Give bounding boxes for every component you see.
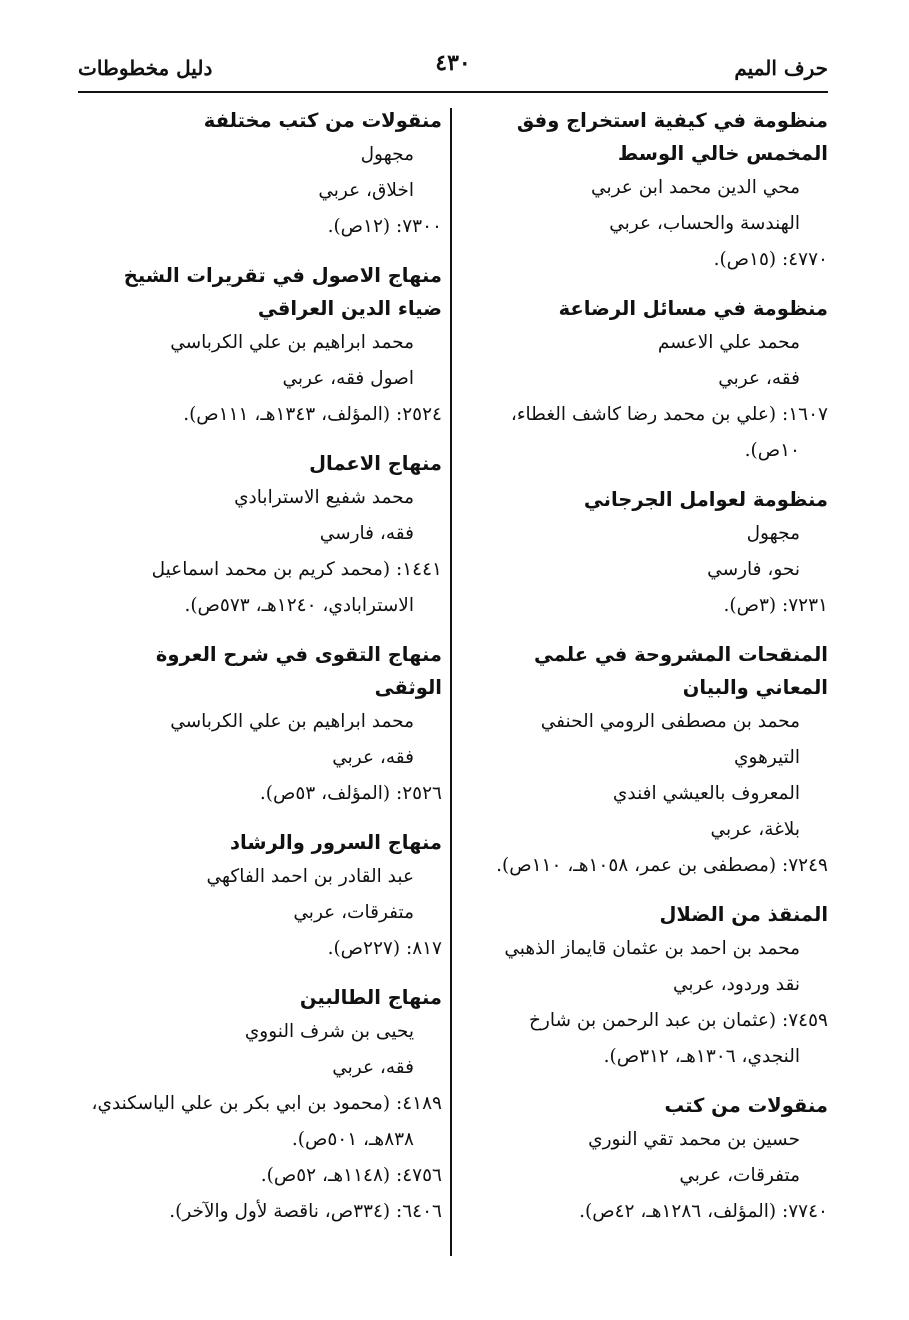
entry-subject: الهندسة والحساب، عربي (609, 213, 800, 234)
entry-reference: ٢٥٢٤: (المؤلف، ١٣٤٣هـ، ١١١ص). (183, 404, 442, 425)
entry-title: المنقذ من الضلال (659, 903, 828, 926)
entry-author: حسين بن محمد تقي النوري (588, 1129, 800, 1150)
entry-subject: فقه، عربي (332, 747, 414, 768)
entry-subject: متفرقات، عربي (679, 1165, 800, 1186)
entry-reference: ٨١٧: (٢٢٧ص). (327, 938, 442, 959)
entry-author: محمد بن مصطفى الرومي الحنفي التيرهوي (540, 711, 800, 768)
catalog-entry (483, 483, 828, 624)
entry-author: عبد القادر بن احمد الفاكهي (206, 866, 414, 887)
entry-title: منظومة لعوامل الجرجاني (583, 488, 828, 511)
catalog-entry (82, 826, 442, 967)
catalog-entry (82, 259, 442, 433)
catalog-entry (483, 1089, 828, 1230)
entry-subject: نحو، فارسي (707, 559, 800, 580)
entry-reference: ٤٧٧٠: (١٥ص). (713, 249, 828, 270)
entry-author-cont: المعروف بالعيشي افندي (612, 783, 800, 804)
entry-subject: اصول فقه، عربي (282, 368, 414, 389)
entry-reference-cont: النجدي، ١٣٠٦هـ، ٣١٢ص). (603, 1046, 800, 1067)
entry-subject: متفرقات، عربي (293, 902, 414, 923)
catalog-entry (483, 898, 828, 1075)
page-header (78, 48, 828, 88)
header-rule (78, 91, 828, 93)
right-column (483, 104, 828, 1244)
entry-author: محمد شفيع الاسترابادي (234, 487, 414, 508)
catalog-entry (82, 981, 442, 1230)
entry-reference: ٧٢٤٩: (مصطفى بن عمر، ١٠٥٨هـ، ١١٠ص). (496, 855, 828, 876)
entry-title: منهاج التقوى في شرح العروة الوثقى (155, 643, 442, 699)
catalog-entry (483, 292, 828, 469)
entry-reference-cont: ٨٣٨هـ، ٥٠١ص). (291, 1129, 414, 1150)
entry-author: محمد ابراهيم بن علي الكرباسي (170, 711, 414, 732)
entry-author: يحيى بن شرف النووي (244, 1021, 414, 1042)
entry-subject: اخلاق، عربي (318, 180, 414, 201)
entry-reference: ١٤٤١: (محمد كريم بن محمد اسماعيل (151, 559, 442, 580)
entry-reference: ٧٧٤٠: (المؤلف، ١٢٨٦هـ، ٤٢ص). (579, 1201, 828, 1222)
entry-title: منقولات من كتب (664, 1094, 828, 1117)
entry-title: منهاج السرور والرشاد (230, 831, 442, 854)
entry-reference: ٧٤٥٩: (عثمان بن عبد الرحمن بن شارخ (528, 1010, 828, 1031)
entry-author: محمد علي الاعسم (657, 332, 800, 353)
entry-reference-cont: الاسترابادي، ١٢٤٠هـ، ٥٧٣ص). (184, 595, 414, 616)
catalog-entry (483, 104, 828, 278)
entry-subject: فقه، عربي (718, 368, 800, 389)
catalog-entry (82, 638, 442, 812)
book-title: دليل مخطوطات (78, 56, 213, 80)
catalog-entry (483, 638, 828, 884)
entry-title: المنقحات المشروحة في علمي المعاني والبيان (533, 643, 828, 699)
entry-reference: ٢٥٢٦: (المؤلف، ٥٣ص). (259, 783, 442, 804)
entry-author: محي الدين محمد ابن عربي (591, 177, 800, 198)
entry-subject: بلاغة، عربي (710, 819, 800, 840)
entry-subject: نقد وردود، عربي (672, 974, 800, 995)
entry-title: منظومة في كيفية استخراج وفق المخمس خالي الوسط (516, 109, 828, 165)
entry-subject: فقه، عربي (332, 1057, 414, 1078)
entry-reference: ٦٤٠٦: (٣٣٤ص، ناقصة لأول والآخر). (169, 1201, 442, 1222)
entry-author: مجهول (746, 523, 800, 544)
entry-subject: فقه، فارسي (319, 523, 414, 544)
column-divider (450, 108, 452, 1256)
catalog-entry (82, 447, 442, 624)
entry-reference: ٤٧٥٦: (١١٤٨هـ، ٥٢ص). (260, 1165, 442, 1186)
page-number: ٤٣٠ (435, 50, 471, 76)
entry-reference: ٧٣٠٠: (١٢ص). (327, 216, 442, 237)
entry-author: محمد بن احمد بن عثمان قايماز الذهبي (504, 938, 800, 959)
entry-title: منهاج الطالبين (299, 986, 442, 1009)
entry-reference: ١٦٠٧: (علي بن محمد رضا كاشف الغطاء، (510, 404, 828, 425)
entry-reference: ٧٢٣١: (٣ص). (723, 595, 828, 616)
entry-reference: ٤١٨٩: (محمود بن ابي بكر بن علي الياسكندي، (91, 1093, 442, 1114)
section-title: حرف الميم (734, 56, 828, 80)
entry-title: منهاج الاصول في تقريرات الشيخ ضياء الدين العراقي (123, 264, 442, 320)
entry-title: منقولات من كتب مختلفة (203, 109, 442, 132)
entry-author: مجهول (360, 144, 414, 165)
catalog-entry (82, 104, 442, 245)
entry-title: منهاج الاعمال (309, 452, 442, 475)
entry-author: محمد ابراهيم بن علي الكرباسي (170, 332, 414, 353)
entry-reference-cont: ١٠ص). (744, 440, 800, 461)
entry-title: منظومة في مسائل الرضاعة (558, 297, 828, 320)
left-column (82, 104, 442, 1244)
